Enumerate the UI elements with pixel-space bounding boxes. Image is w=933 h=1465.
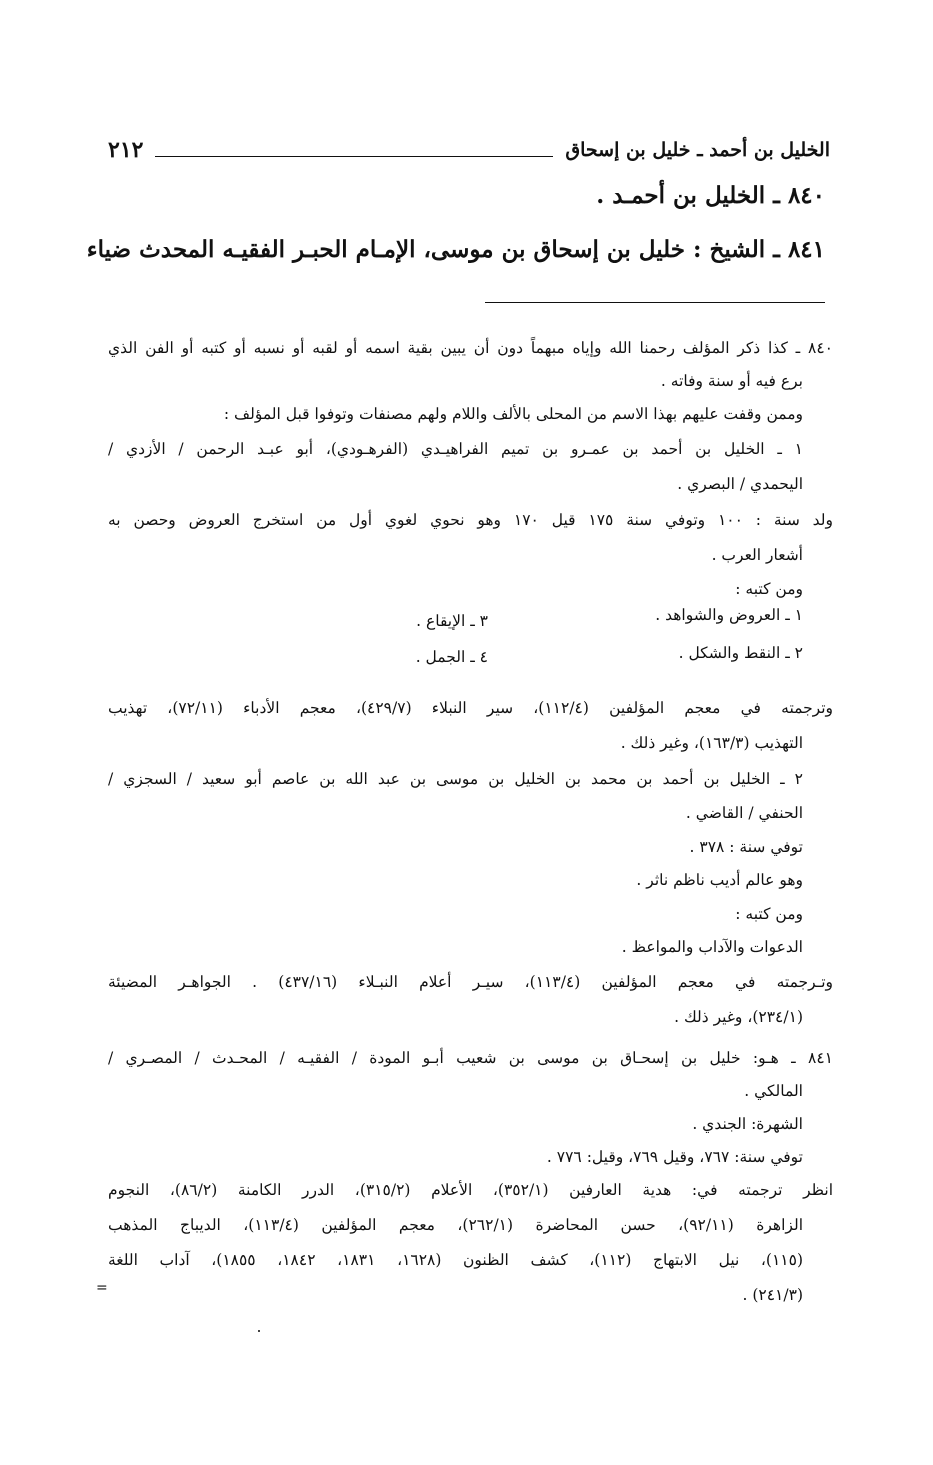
entry-841-heading: ٨٤١ ـ الشيخ : خليل بن إسحاق بن موسى، الإمـام الحبـر الفقيـه المحدث ضياء	[86, 236, 825, 263]
footnote-line: انظر ترجمته في: هدية العارفين (٣٥٢/١)، الأعلام (٣١٥/٢)، الدرر الكامنة (٨٦/٢)، النجوم	[108, 1181, 833, 1199]
footnote-line: ٨٤٠ ـ كذا ذكر المؤلف رحمنا الله وإياه مبهماً دون أن يبين بقية اسمه أو لقبه أو نسبه أو كتبه أو الفن الذي	[108, 339, 833, 357]
header-rule	[155, 156, 553, 157]
footnote-line: ومن كتبه :	[735, 580, 803, 598]
footnote-line: توفي سنة: ٧٦٧، وقيل ٧٦٩، وقيل: ٧٧٦ .	[546, 1148, 803, 1166]
footnote-line: (١١٥)، نيل الابتهاج (١١٢)، كشف الظنون (١٦٢٨، ١٨٣١، ١٨٤٢، ١٨٥٥)، آداب اللغة	[108, 1251, 803, 1269]
footnote-line: الشهرة: الجندي .	[692, 1115, 803, 1133]
book-list-item: ٢ ـ النقط والشكل .	[678, 644, 803, 662]
footnote-line: توفي سنة : ٣٧٨ .	[689, 838, 803, 856]
footnote-line: وهو عالم أديب ناظم ناثر .	[636, 871, 803, 889]
continuation-mark: =	[96, 1280, 108, 1296]
footnote-line: وتـرجمته في معجم المؤلفين (١١٣/٤)، سيـر أعلام النبـلاء (٤٣٧/١٦) . الجواهـر المضيئة	[108, 973, 834, 991]
footnote-line: اليحمدي / البصري .	[677, 475, 803, 493]
scan-speck	[258, 1330, 260, 1332]
footnote-line: أشعار العرب .	[711, 546, 803, 564]
footnote-line: الزاهرة (٩٢/١١)، حسن المحاضرة (٢٦٢/١)، معجم المؤلفين (١١٣/٤)، الديباج المذهب	[108, 1216, 803, 1234]
page-header	[108, 128, 830, 172]
footnote-line: الدعوات والآداب والمواعظ .	[621, 938, 803, 956]
footnote-line: ولد سنة : ١٠٠ وتوفي سنة ١٧٥ قيل ١٧٠ وهو نحوي لغوي أول من استخرج العروض وحصن به	[108, 511, 834, 529]
book-list-item: ٣ ـ الإيقاع .	[416, 612, 488, 630]
footnote-line: ١ ـ الخليل بن أحمد بن عمـرو بن تميم الفراهيـدي (الفرهـودي)، أبو عبـد الرحمن / الأزدي /	[108, 440, 803, 458]
entry-840-heading: ٨٤٠ ـ الخليل بن أحمـد .	[596, 182, 825, 209]
footnote-line: وترجمته في معجم المؤلفين (١١٢/٤)، سير النبلاء (٤٢٩/٧)، معجم الأدباء (٧٢/١١)، تهذيب	[108, 699, 834, 717]
book-list-item: ٤ ـ الجمل .	[415, 648, 488, 666]
footnote-line: (٢٤١/٣) .	[742, 1286, 803, 1304]
footnote-line: ٢ ـ الخليل بن أحمد بن محمد بن الخليل بن موسى بن عبد الله بن عاصم أبو سعيد / السجزي /	[108, 770, 803, 788]
running-title: الخليل بن أحمد ـ خليل بن إسحاق	[565, 139, 830, 161]
book-list-item: ١ ـ العروض والشواهد .	[655, 606, 803, 624]
footnote-line: ومن كتبه :	[735, 905, 803, 923]
footnote-line: التهذيب (١٦٣/٣)، وغير ذلك .	[620, 734, 803, 752]
footnote-separator	[485, 302, 825, 303]
footnote-line: ٨٤١ ـ هـو: خليل بن إسحـاق بن موسى بن شعيب أبـو المودة / الفقيـه / المحـدث / المصـري /	[108, 1049, 833, 1067]
footnote-line: برع فيه أو سنة وفاته .	[660, 372, 803, 390]
footnote-line: المالكي .	[744, 1082, 803, 1100]
footnote-line: الحنفي / القاضي .	[685, 804, 803, 822]
footnote-line: (٢٣٤/١)، وغير ذلك .	[674, 1008, 803, 1026]
footnote-line: وممن وقفت عليهم بهذا الاسم من المحلى بالألف واللام ولهم مصنفات وتوفوا قبل المؤلف :	[223, 405, 803, 423]
page-number: ٢١٢	[108, 137, 144, 163]
